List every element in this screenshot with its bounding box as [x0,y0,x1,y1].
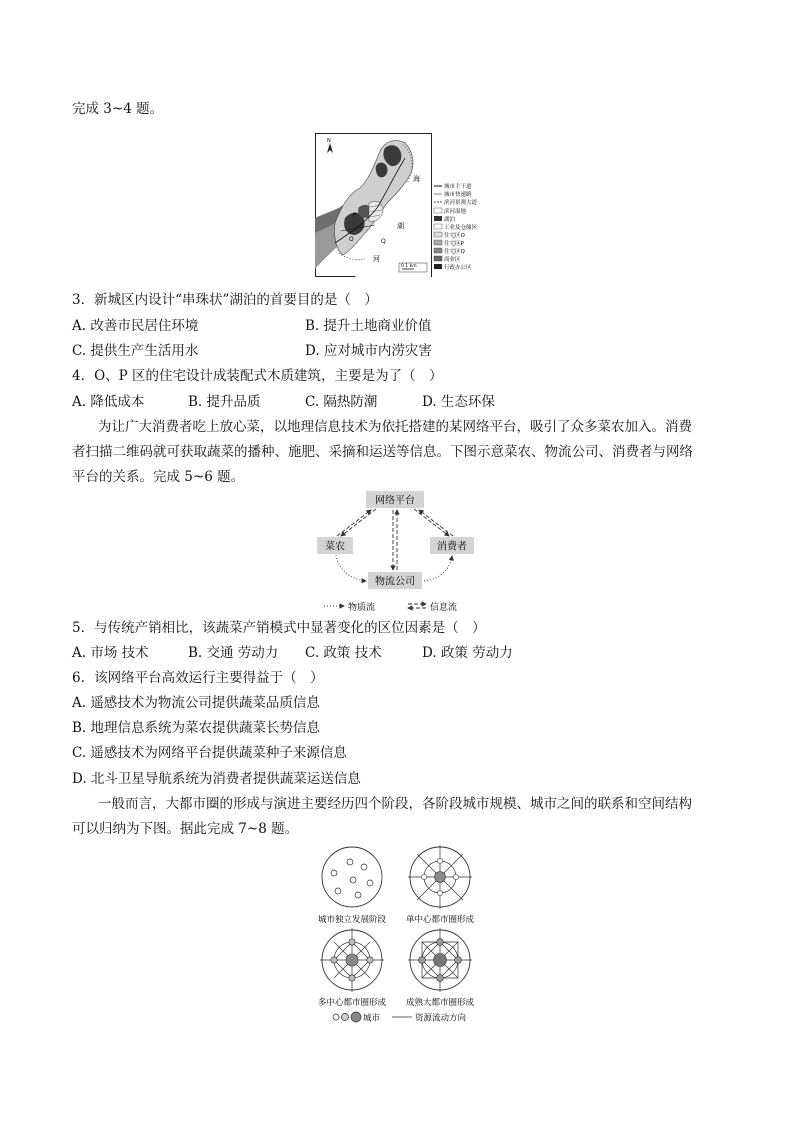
legend-residential-o: 住宅区O [444,233,465,239]
q3-option-b: B. 提升土地商业价值 [305,318,432,334]
q3-option-a: A. 改善市民居住环境 [72,318,199,334]
stage-2-label: 单中心都市圈形成 [405,915,475,925]
q4-option-b: B. 提升品质 [188,394,261,410]
legend-riverside-avenue: 滨河景观大道 [444,200,478,206]
passage-5-6-line-1: 为让广大消费者吃上放心菜，以地理信息技术为依托搭建的某网络平台，吸引了众多菜农加入。消费 [98,419,692,435]
passage-5-6-line-2: 者扫描二维码就可获取蔬菜的播种、施肥、采摘和运送等信息。下图示意菜农、物流公司、消费者与网络 [72,444,693,460]
metro-legend [330,1010,480,1024]
legend-residential-p: 住宅区P [444,241,464,247]
q6-option-d: D. 北斗卫星导航系统为消费者提供蔬菜运送信息 [72,771,361,787]
q5-option-b: B. 交通 劳动力 [188,645,279,661]
legend-info-flow: 信息流 [430,603,458,613]
stage-1-diagram [322,847,382,907]
legend-main-road: 城市主干道 [444,184,472,190]
legend-expressway: 城市快速路 [444,192,472,198]
legend-lake: 湖泊 [444,217,456,223]
q4-option-a: A. 降低成本 [72,394,145,410]
legend-material-flow: 物质流 [348,603,376,613]
q6-option-a: A. 遥感技术为物流公司提供蔬菜品质信息 [72,695,320,711]
river-label: 河 [373,255,380,263]
q4-option-c: C. 隔热防潮 [305,394,378,410]
q5-stem: 5．与传统产销相比，该蔬菜产销模式中显著变化的区位因素是（ ） [72,620,486,636]
q3-option-c: C. 提供生产生活用水 [72,343,199,359]
intro-3-4: 完成 3~4 题。 [72,101,164,117]
q3-stem: 3．新城区内设计“串珠状”湖泊的首要目的是（ ） [72,292,378,308]
lake-label: 湖 [397,222,404,230]
q5-option-c: C. 政策 技术 [305,645,382,661]
stage-1-label: 城市独立发展阶段 [317,915,387,925]
city-map-figure [315,133,481,279]
q5-option-d: D. 政策 劳动力 [422,645,513,661]
stage-3-diagram [320,928,384,992]
q6-stem: 6．该网络平台高效运行主要得益于（ ） [72,670,324,686]
zone-o-label: O [349,236,354,243]
q4-option-d: D. 生态环保 [422,394,495,410]
node-logistics: 物流公司 [375,576,415,588]
legend-commercial: 商业区 [444,257,461,263]
q3-option-d: D. 应对城市内涝灾害 [305,343,432,359]
node-consumer: 消费者 [437,541,467,553]
stage-3-label: 多中心都市圈形成 [317,998,387,1007]
legend-industrial: 工业及仓储区 [444,225,478,231]
zone-q-label: Q [381,238,386,245]
passage-5-6-line-3: 平台的关系。完成 5~6 题。 [72,469,245,485]
node-platform: 网络平台 [375,495,415,507]
zone-p-label: P [353,212,357,219]
map-legend [434,182,478,271]
passage-7-8-line-1: 一般而言，大都市圈的形成与演进主要经历四个阶段，各阶段城市规模、城市之间的联系和空间结构 [98,796,692,812]
legend-wetland: 滨河湿地 [444,209,467,215]
q6-option-b: B. 地理信息系统为菜农提供蔬菜长势信息 [72,720,321,736]
legend-city: 城市 [363,1013,381,1024]
passage-7-8-line-2: 可以归纳为下图。据此完成 7~8 题。 [72,821,299,837]
north-label: N [327,138,331,144]
q6-option-c: C. 遥感技术为网络平台提供蔬菜种子来源信息 [72,745,347,761]
flow-diagram [316,488,478,616]
stage-4-label: 成熟大都市圈形成 [405,998,475,1007]
sea-label: 海 [413,175,420,183]
legend-admin: 行政办公区 [444,265,472,271]
scale-label: 0 1 km [401,264,417,269]
legend-residential-q: 住宅区Q [444,249,465,255]
metro-stages-figure [310,845,490,1007]
q5-option-a: A. 市场 技术 [72,645,149,661]
q4-stem: 4．O、P 区的住宅设计成装配式木质建筑，主要是为了（ ） [72,368,443,384]
legend-resource-flow: 资源流动方向 [415,1013,467,1024]
stage-4-diagram [408,928,472,992]
node-farmer: 菜农 [325,541,345,553]
stage-2-diagram [408,845,472,909]
